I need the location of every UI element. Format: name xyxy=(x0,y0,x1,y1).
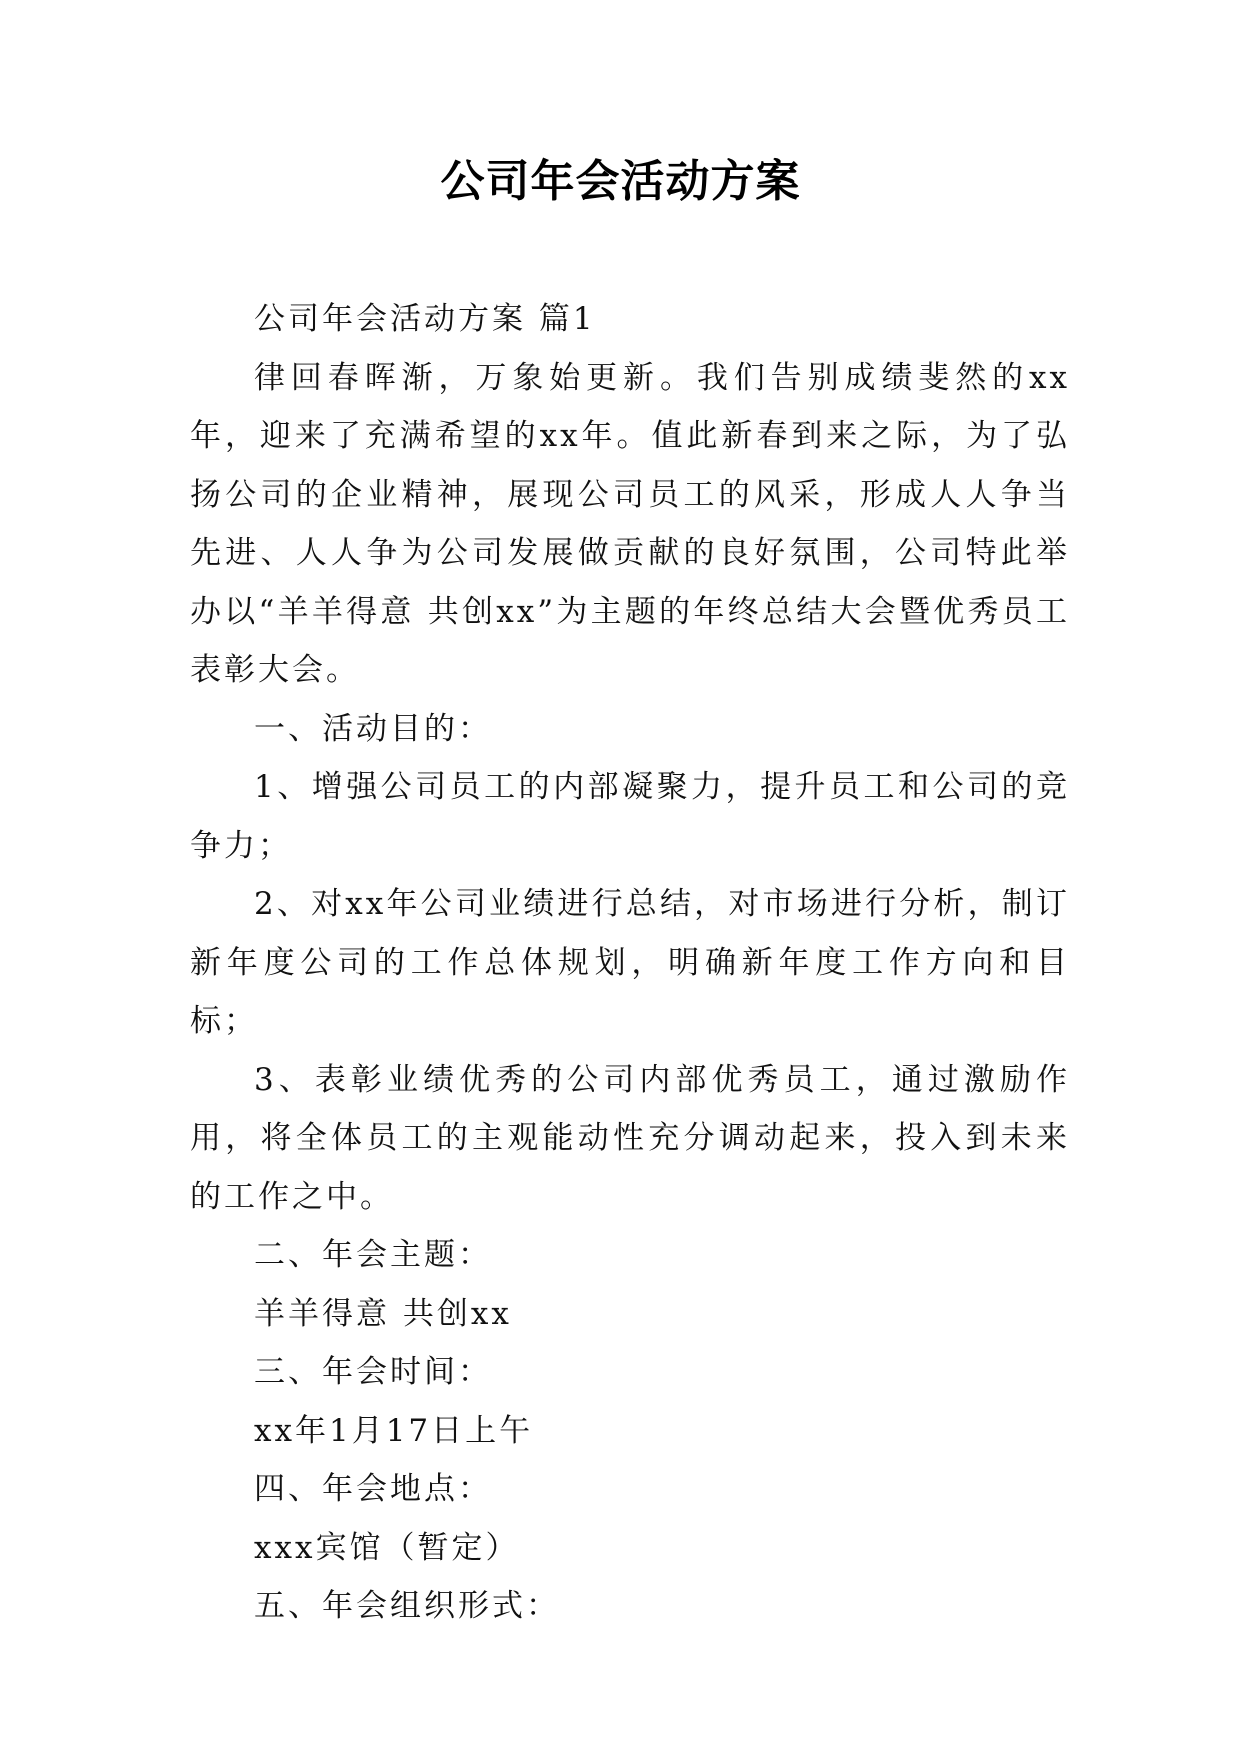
document-title: 公司年会活动方案 xyxy=(440,156,801,207)
list-item: 2、对xx年公司业绩进行总结，对市场进行分析，制订新年度公司的工作总体规划，明确新年度工作方向和目标； xyxy=(190,886,1070,1039)
paragraph: xxx宾馆（暂定） xyxy=(254,1529,520,1566)
intro-paragraph: 律回春晖渐，万象始更新。我们告别成绩斐然的xx年，迎来了充满希望的xx年。值此新春到来之际，为了弘扬公司的企业精神，展现公司员工的风采，形成人人争当先进、人人争为公司发展做贡献的良好氛围，公司特此举办以“羊羊得意 共创xx”为主题的年终总结大会暨优秀员工表彰大会。 xyxy=(190,359,1070,688)
list-item: 1、增强公司员工的内部凝聚力，提升员工和公司的竞争力； xyxy=(190,769,1070,864)
section-heading: 二、年会主题： xyxy=(254,1237,492,1273)
section-heading: 五、年会组织形式： xyxy=(254,1588,560,1624)
section-heading: 公司年会活动方案 篇1 xyxy=(254,301,596,337)
section-heading: 四、年会地点： xyxy=(254,1471,492,1507)
paragraph: 羊羊得意 共创xx xyxy=(254,1295,512,1332)
section-heading: 三、年会时间： xyxy=(254,1354,492,1390)
section-heading: 一、活动目的： xyxy=(254,710,492,747)
list-item: 3、表彰业绩优秀的公司内部优秀员工，通过激励作用，将全体员工的主观能动性充分调动起来，投入到未来的工作之中。 xyxy=(190,1061,1070,1215)
paragraph: xx年1月17日上午 xyxy=(254,1412,534,1449)
document-body xyxy=(190,290,1070,1636)
